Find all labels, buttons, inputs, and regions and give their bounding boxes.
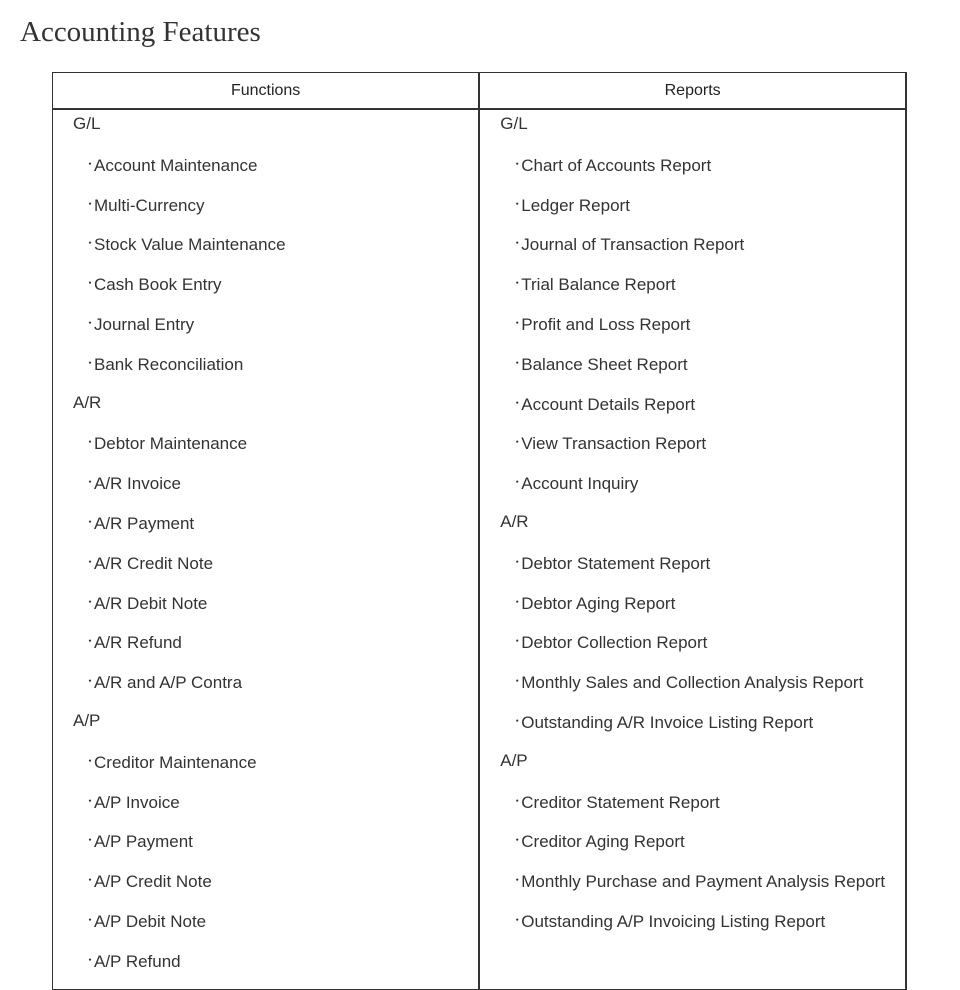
bullet-icon: ・ bbox=[84, 873, 97, 888]
function-item-label: Cash Book Entry bbox=[94, 275, 222, 295]
bullet-icon: ・ bbox=[84, 793, 97, 808]
function-item-label: Bank Reconciliation bbox=[94, 354, 244, 374]
function-list-item bbox=[53, 829, 478, 869]
function-item-label: A/P Invoice bbox=[94, 792, 180, 812]
report-item-label: Account Inquiry bbox=[521, 474, 639, 494]
report-list-item bbox=[480, 153, 905, 193]
function-group-heading: G/L bbox=[73, 114, 101, 133]
function-list-item bbox=[53, 869, 478, 909]
report-list-item bbox=[480, 670, 905, 710]
bullet-icon: ・ bbox=[511, 435, 524, 450]
report-list-item bbox=[480, 551, 905, 591]
bullet-icon: ・ bbox=[511, 196, 524, 211]
bullet-icon: ・ bbox=[84, 475, 97, 490]
table-row bbox=[53, 109, 907, 989]
function-list-item bbox=[53, 232, 478, 272]
function-list-item bbox=[53, 591, 478, 631]
report-item-label: Ledger Report bbox=[521, 195, 630, 215]
report-list-item bbox=[480, 392, 905, 432]
report-list-item bbox=[480, 431, 905, 471]
page-title: Accounting Features bbox=[20, 16, 261, 48]
bullet-icon: ・ bbox=[511, 873, 524, 888]
report-item-label: Debtor Collection Report bbox=[521, 633, 708, 653]
bullet-icon: ・ bbox=[511, 395, 524, 410]
report-list-item bbox=[480, 352, 905, 392]
bullet-icon: ・ bbox=[511, 236, 524, 251]
bullet-icon: ・ bbox=[84, 674, 97, 689]
function-list-item bbox=[53, 193, 478, 233]
bullet-icon: ・ bbox=[84, 753, 97, 768]
header-row bbox=[53, 73, 907, 110]
function-list-item bbox=[53, 790, 478, 830]
report-list-item bbox=[480, 591, 905, 631]
function-list-item bbox=[53, 431, 478, 471]
function-item-label: A/R Debit Note bbox=[94, 593, 208, 613]
function-item-label: Debtor Maintenance bbox=[94, 434, 248, 454]
bullet-icon: ・ bbox=[84, 554, 97, 569]
function-group-heading: A/P bbox=[73, 710, 101, 730]
report-item-label: Trial Balance Report bbox=[521, 275, 676, 295]
report-list-item bbox=[480, 909, 905, 949]
function-list-item bbox=[53, 471, 478, 511]
report-item-label: Outstanding A/P Invoicing Listing Report bbox=[521, 911, 826, 931]
report-item-label: Outstanding A/R Invoice Listing Report bbox=[521, 712, 814, 732]
bullet-icon: ・ bbox=[84, 236, 97, 251]
reports-cell bbox=[479, 109, 906, 989]
bullet-icon: ・ bbox=[84, 276, 97, 291]
report-group-heading: A/P bbox=[500, 750, 528, 770]
report-list-item bbox=[480, 710, 905, 750]
bullet-icon: ・ bbox=[84, 634, 97, 649]
report-list-item bbox=[480, 272, 905, 312]
function-item-label: A/P Refund bbox=[94, 951, 181, 971]
bullet-icon: ・ bbox=[511, 554, 524, 569]
function-list-item bbox=[53, 312, 478, 352]
bullet-icon: ・ bbox=[511, 355, 524, 370]
bullet-icon: ・ bbox=[84, 435, 97, 450]
function-item-label: A/R Invoice bbox=[94, 474, 181, 494]
bullet-icon: ・ bbox=[511, 634, 524, 649]
bullet-icon: ・ bbox=[84, 156, 97, 171]
function-list-item bbox=[53, 272, 478, 312]
features-table bbox=[52, 72, 907, 990]
function-item-label: Account Maintenance bbox=[94, 155, 258, 175]
report-group-heading: A/R bbox=[500, 511, 529, 531]
report-item-label: Profit and Loss Report bbox=[521, 314, 691, 334]
report-item-label: Creditor Aging Report bbox=[521, 832, 685, 852]
report-list-item bbox=[480, 829, 905, 869]
bullet-icon: ・ bbox=[511, 156, 524, 171]
bullet-icon: ・ bbox=[84, 833, 97, 848]
report-item-label: Creditor Statement Report bbox=[521, 792, 720, 812]
bullet-icon: ・ bbox=[84, 952, 97, 967]
function-list-item bbox=[53, 949, 478, 989]
bullet-icon: ・ bbox=[511, 713, 524, 728]
report-item-label: Debtor Statement Report bbox=[521, 553, 711, 573]
function-item-label: Stock Value Maintenance bbox=[94, 235, 286, 255]
bullet-icon: ・ bbox=[84, 355, 97, 370]
functions-column-header: Functions bbox=[53, 73, 480, 110]
function-list-item bbox=[53, 630, 478, 670]
report-item-label: Chart of Accounts Report bbox=[521, 155, 712, 175]
bullet-icon: ・ bbox=[511, 276, 524, 291]
bullet-icon: ・ bbox=[84, 315, 97, 330]
functions-list bbox=[53, 110, 478, 989]
report-item-label: Monthly Purchase and Payment Analysis Report bbox=[521, 872, 886, 892]
functions-cell bbox=[53, 109, 480, 989]
bullet-icon: ・ bbox=[84, 196, 97, 211]
bullet-icon: ・ bbox=[511, 912, 524, 927]
report-list-item bbox=[480, 471, 905, 511]
function-item-label: A/R Refund bbox=[94, 633, 182, 653]
function-list-item bbox=[53, 750, 478, 790]
function-item-label: A/R and A/P Contra bbox=[94, 673, 243, 693]
function-item-label: A/P Debit Note bbox=[94, 911, 207, 931]
report-list-item bbox=[480, 630, 905, 670]
report-list-item bbox=[480, 312, 905, 352]
bullet-icon: ・ bbox=[511, 674, 524, 689]
function-list-item bbox=[53, 551, 478, 591]
function-item-label: A/P Credit Note bbox=[94, 872, 212, 892]
function-item-label: A/R Credit Note bbox=[94, 553, 214, 573]
function-list-item bbox=[53, 153, 478, 193]
function-item-label: Journal Entry bbox=[94, 314, 195, 334]
bullet-icon: ・ bbox=[511, 475, 524, 490]
function-list-item bbox=[53, 909, 478, 949]
function-list-item bbox=[53, 511, 478, 551]
bullet-icon: ・ bbox=[84, 514, 97, 529]
bullet-icon: ・ bbox=[84, 594, 97, 609]
report-list-item bbox=[480, 869, 905, 909]
table-body bbox=[53, 109, 907, 989]
report-item-label: Account Details Report bbox=[521, 394, 696, 414]
reports-list bbox=[480, 110, 905, 949]
bullet-icon: ・ bbox=[84, 912, 97, 927]
function-item-label: Multi-Currency bbox=[94, 195, 205, 215]
function-item-label: Creditor Maintenance bbox=[94, 752, 257, 772]
table-header bbox=[53, 73, 907, 110]
function-list-item bbox=[53, 352, 478, 392]
function-item-label: A/R Payment bbox=[94, 513, 195, 533]
report-item-label: Debtor Aging Report bbox=[521, 593, 676, 613]
report-item-label: Balance Sheet Report bbox=[521, 354, 688, 374]
function-group-heading: A/R bbox=[73, 392, 102, 412]
report-item-label: Monthly Sales and Collection Analysis Report bbox=[521, 673, 864, 693]
report-list-item bbox=[480, 193, 905, 233]
bullet-icon: ・ bbox=[511, 594, 524, 609]
report-item-label: View Transaction Report bbox=[521, 434, 707, 454]
bullet-icon: ・ bbox=[511, 833, 524, 848]
function-list-item bbox=[53, 670, 478, 710]
function-item-label: A/P Payment bbox=[94, 832, 193, 852]
report-item-label: Journal of Transaction Report bbox=[521, 235, 745, 255]
report-list-item bbox=[480, 790, 905, 830]
report-list-item bbox=[480, 232, 905, 272]
report-group-heading: G/L bbox=[500, 114, 528, 133]
reports-column-header: Reports bbox=[479, 73, 906, 110]
bullet-icon: ・ bbox=[511, 793, 524, 808]
bullet-icon: ・ bbox=[511, 315, 524, 330]
